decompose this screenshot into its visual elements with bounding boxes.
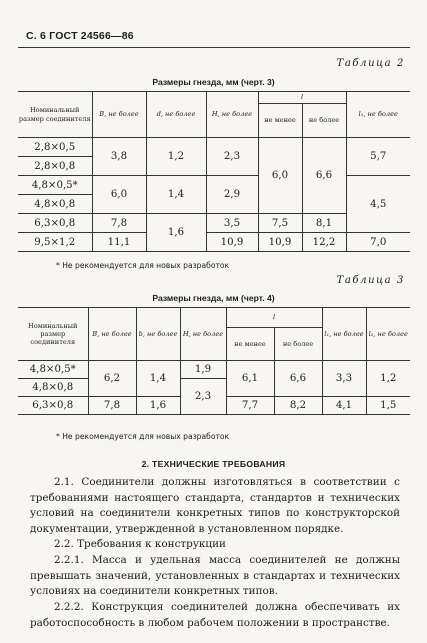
t3-cell: 1,2 [366,361,410,397]
t3-cell: 6,1 [226,361,274,397]
t2-size-cell: 4,8×0,5* [18,176,92,195]
t2-size-cell: 6,3×0,8 [18,214,92,233]
table2-caption: Размеры гнезда, мм (черт. 3) [152,77,275,87]
table2-number: Таблица 2 [336,58,405,69]
t3-head-l1: l₁, не более [322,308,366,361]
t3-cell: 6,2 [88,361,136,397]
t3-head-lmin: не менее [226,328,274,361]
table3-caption: Размеры гнезда, мм (черт. 4) [152,293,275,303]
t2-head-l: l [258,92,346,104]
paragraph-2-1: 2.1. Соединители должны изготовляться в соответствии с требованиями настоящего стандарта, стандартов и технических условий на соединители конкретных типов по конструкторской документации, утвержденной в установленном порядке. [30,476,400,535]
t2-cell: 1,6 [146,214,206,252]
t2-size-cell: 9,5×1,2 [18,233,92,252]
t3-cell: 6,6 [274,361,322,397]
t2-cell: 3,5 [206,214,258,233]
t2-cell: 6,0 [258,138,302,214]
t3-cell: 1,6 [136,397,180,415]
table3-number: Таблица 3 [336,275,405,286]
subsection-title: 2.2. Требования к конструкции [54,538,226,550]
t2-cell: 7,5 [258,214,302,233]
t2-cell: 1,4 [146,176,206,214]
t2-cell: 2,9 [206,176,258,214]
t3-cell: 4,1 [322,397,366,415]
t2-head-nominal: Номинальный размер соединителя [18,92,92,138]
table2 [18,91,410,252]
t3-cell: 7,7 [226,397,274,415]
table3-footnote: * Не рекомендуется для новых разработок [56,432,230,441]
t2-cell: 1,2 [146,138,206,176]
t3-cell: 1,5 [366,397,410,415]
t2-cell: 8,1 [302,214,346,233]
t2-cell: 6,6 [302,138,346,214]
t2-head-lmax: не более [302,104,346,138]
t3-head-H: H, не более [180,308,226,361]
t3-cell: 8,2 [274,397,322,415]
t2-cell: 4,5 [346,176,410,233]
t2-size-cell: 2,8×0,5 [18,138,92,157]
t2-cell: 12,2 [302,233,346,252]
table2-footnote: * Не рекомендуется для новых разработок [56,261,230,270]
t2-cell: 2,3 [206,138,258,176]
section-title: 2. ТЕХНИЧЕСКИЕ ТРЕБОВАНИЯ [141,459,286,469]
table3 [18,307,410,415]
t3-cell: 1,9 [180,361,226,379]
t2-cell: 3,8 [92,138,146,176]
t3-head-l: l [226,308,322,328]
t3-cell: 1,4 [136,361,180,397]
t3-head-nominal: Номинальный размер соединителя [18,308,88,361]
t2-size-cell: 4,8×0,8 [18,195,92,214]
t2-cell: 11,1 [92,233,146,252]
t2-head-d: d, не более [146,92,206,138]
t3-cell: 3,3 [322,361,366,397]
t3-size-cell: 6,3×0,8 [18,397,88,415]
t2-head-B: B, не более [92,92,146,138]
t3-size-cell: 4,8×0,8 [18,379,88,397]
t3-head-B: B, не более [88,308,136,361]
t2-cell: 5,7 [346,138,410,176]
paragraph-2-2-2: 2.2.2. Конструкция соединителей должна обеспечивать их работоспособность в любом рабочем положении в пространстве. [30,601,400,629]
t2-head-lmin: не менее [258,104,302,138]
t2-head-l1: l₁, не более [346,92,410,138]
paragraph-2-2-1: 2.2.1. Масса и удельная масса соединителей не должны превышать значений, установленных в стандартах и технических условиях на соединители конкретных типов. [30,554,400,598]
header-rule [18,47,410,48]
t2-cell: 7,0 [346,233,410,252]
t3-size-cell: 4,8×0,5* [18,361,88,379]
t3-head-b: b, не более [136,308,180,361]
t2-cell: 10,9 [258,233,302,252]
t3-head-lmax: не более [274,328,322,361]
t2-head-H: H, не более [206,92,258,138]
t2-size-cell: 2,8×0,8 [18,157,92,176]
t3-cell: 7,8 [88,397,136,415]
t3-head-l2: l₂, не более [366,308,410,361]
t2-cell: 10,9 [206,233,258,252]
page-header: С. 6 ГОСТ 24566—86 [26,30,134,42]
t2-cell: 7,8 [92,214,146,233]
t2-cell: 6,0 [92,176,146,214]
t3-cell: 2,3 [180,379,226,415]
